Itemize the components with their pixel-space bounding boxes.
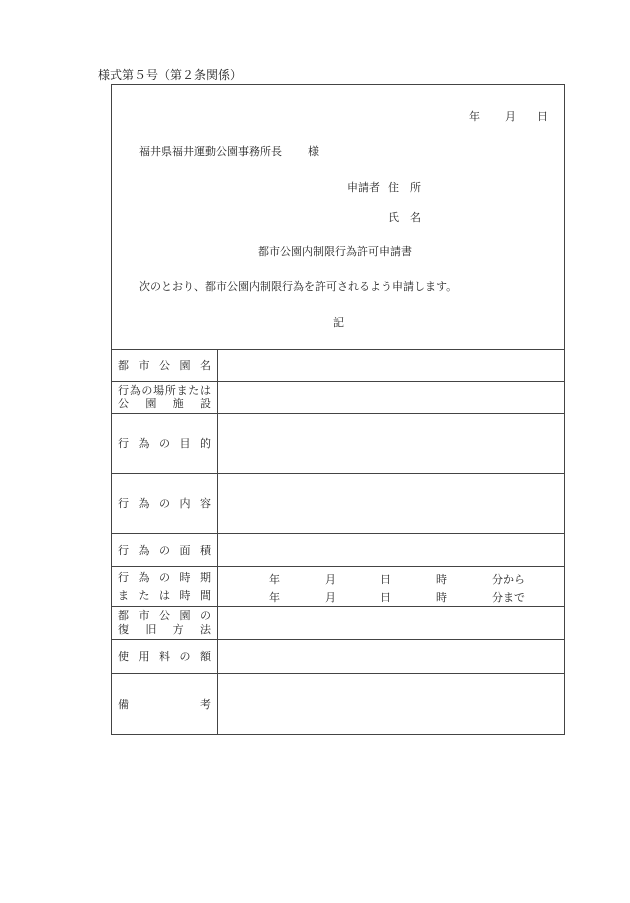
form-number: 様式第５号（第２条関係）	[98, 68, 243, 82]
label-fee: 使 用 料 の 額	[112, 640, 218, 673]
period-field[interactable]: 年 月 日 時 分から 年 月 日 時 分まで	[269, 573, 525, 604]
date-month: 月	[505, 110, 516, 123]
row-area	[112, 534, 564, 567]
row-purpose	[112, 414, 564, 474]
label-place: 行為の場所または 公 園 施 設	[112, 382, 218, 413]
intro-text: 次のとおり、都市公園内制限行為を許可されるよう申請します。	[139, 280, 458, 293]
row-remarks	[112, 674, 564, 734]
place-field[interactable]	[218, 382, 564, 413]
row-park-name	[112, 350, 564, 382]
honorific: 様	[308, 145, 319, 158]
form-header	[112, 85, 564, 350]
restore-field[interactable]	[218, 607, 564, 639]
fee-field[interactable]	[218, 640, 564, 673]
applicant-label: 申請者	[347, 181, 380, 194]
date-year: 年	[469, 110, 480, 123]
form-title: 都市公園内制限行為許可申請書	[258, 245, 412, 258]
label-park-name: 都 市 公 園 名	[112, 350, 218, 381]
label-remarks: 備 考	[112, 674, 218, 734]
application-form	[111, 84, 565, 735]
remarks-field[interactable]	[218, 674, 564, 734]
date-day: 日	[537, 110, 548, 123]
ki-mark: 記	[333, 316, 344, 329]
label-restore: 都 市 公 園 の 復 旧 方 法	[112, 607, 218, 639]
content-field[interactable]	[218, 474, 564, 533]
label-content: 行 為 の 内 容	[112, 474, 218, 533]
park-name-field[interactable]	[218, 350, 564, 381]
label-purpose: 行 為 の 目 的	[112, 414, 218, 473]
row-content	[112, 474, 564, 534]
area-field[interactable]	[218, 534, 564, 566]
applicant-address-label: 住 所	[388, 181, 421, 194]
label-period: 行 為 の 時 期 ま た は 時 間	[112, 567, 218, 606]
applicant-name-label: 氏 名	[388, 211, 421, 224]
row-restore	[112, 607, 564, 640]
addressee: 福井県福井運動公園事務所長	[139, 145, 282, 158]
row-period	[112, 567, 564, 607]
label-area: 行 為 の 面 積	[112, 534, 218, 566]
row-place	[112, 382, 564, 414]
row-fee	[112, 640, 564, 674]
purpose-field[interactable]	[218, 414, 564, 473]
